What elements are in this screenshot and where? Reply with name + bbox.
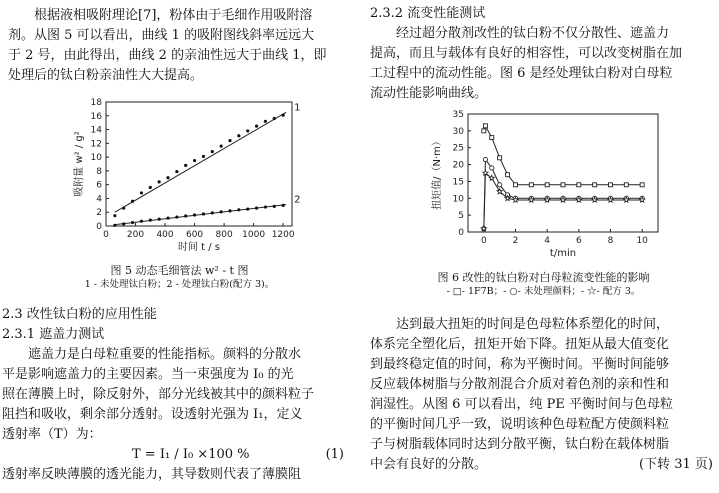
continued-note: (下转 31 页) — [639, 457, 713, 472]
data-point — [122, 222, 125, 225]
fig6-caption-block — [370, 270, 717, 298]
y-tick-label: 35 — [452, 110, 464, 120]
data-point — [202, 212, 205, 215]
y-tick-label: 12 — [90, 139, 102, 150]
y-tick-label: 10 — [90, 153, 102, 164]
y-tick-label: 25 — [452, 143, 464, 154]
text-line: 达到最大扭矩的时间是色母粒体系塑化的时间， — [396, 317, 670, 332]
figure-caption: 图 6 改性的钛白粉对白母粒流变性能的影响 — [437, 271, 650, 284]
square-marker — [609, 183, 613, 187]
subsection-heading: 2.3.2 流变性能测试 — [370, 6, 486, 21]
square-marker — [624, 183, 628, 187]
text-line: 体系完全塑化后，扭矩开始下降。扭矩从最大值变化 — [370, 337, 670, 352]
square-marker — [640, 183, 644, 187]
text-line: 润湿性。从图 6 可以看出，纯 PE 平衡时间与色母粒 — [370, 397, 674, 412]
text-line: 流动性能影响曲线。 — [370, 86, 488, 101]
fig5-caption-block — [8, 263, 351, 291]
square-marker — [483, 124, 487, 128]
square-marker — [490, 136, 494, 140]
last-line-row — [370, 455, 717, 475]
data-point — [211, 211, 214, 214]
text-line: 照在薄膜上时，除反射外，部分光线被其中的颜料粒子 — [2, 387, 315, 402]
data-point — [149, 219, 152, 222]
text-line: 平是影响遮盖力的主要因素。当一束强度为 I₀ 的光 — [2, 367, 294, 382]
x-tick-label: 200 — [126, 230, 145, 240]
plot-frame — [468, 114, 658, 232]
circle-marker — [498, 183, 502, 187]
data-point — [237, 208, 240, 211]
data-point — [175, 215, 178, 218]
y-tick-label: 14 — [90, 125, 102, 136]
series-label: 1 — [294, 102, 301, 114]
text-line: 工过程中的流动性能。图 6 是经处理钛白粉对白母粒 — [370, 66, 673, 81]
text-line: 透射率（T）为： — [2, 427, 102, 442]
data-point — [228, 139, 231, 142]
y-tick-label: 0 — [458, 228, 464, 238]
data-point — [131, 200, 134, 203]
data-point — [255, 206, 258, 209]
data-point — [131, 221, 134, 224]
y-tick-label: 16 — [90, 111, 102, 122]
y-tick-label: 30 — [452, 126, 464, 137]
x-tick-label: 0 — [103, 230, 109, 240]
fig5-intro — [8, 6, 351, 86]
x-tick-label: 0 — [480, 236, 487, 246]
data-point — [220, 210, 223, 213]
y-tick-label: 20 — [452, 160, 464, 171]
data-point — [158, 180, 161, 183]
data-point — [246, 129, 249, 132]
section-2-3-2 — [370, 4, 717, 104]
x-tick-label: 4 — [544, 236, 551, 246]
data-point — [228, 209, 231, 212]
equation-1 — [2, 445, 352, 465]
data-point — [273, 117, 276, 120]
text-line: 中会有良好的分散。 — [370, 457, 488, 472]
data-point — [166, 176, 169, 179]
x-tick-label: 2 — [512, 236, 519, 246]
text-line: 阻挡和吸收，剩余部分透射。设透射光强为 I₁，定义 — [2, 407, 303, 422]
y-tick-label: 0 — [96, 222, 102, 232]
text-line: 遮盖力是白母粒重要的性能指标。颜料的分散水 — [28, 347, 302, 362]
y-tick-label: 2 — [96, 208, 102, 219]
data-point — [211, 150, 214, 153]
text-line: 子与树脂载体同时达到分散平衡，钛白粉在载体树脂 — [370, 437, 670, 452]
data-point — [184, 214, 187, 217]
text-line: 于 2 号，由此得出，曲线 2 的亲油性远大于曲线 1，即 — [8, 48, 327, 63]
circle-marker — [483, 157, 487, 161]
data-point — [122, 206, 125, 209]
subsection-heading: 2.3.1 遮盖力测试 — [2, 327, 105, 342]
square-marker — [482, 129, 486, 133]
text-line: 提高，而且与载体有良好的相容性，可以改变树脂在加 — [370, 46, 683, 61]
data-point — [113, 214, 116, 217]
text-line: 反应载体树脂与分散剂混合介质对着色剂的亲和性和 — [370, 377, 670, 392]
text-line: 经过超分散剂改性的钛白粉不仅分散性、遮盖力 — [396, 26, 670, 41]
y-tick-label: 4 — [96, 194, 102, 205]
data-point — [193, 159, 196, 162]
fig5-chart — [70, 92, 310, 262]
square-marker — [529, 183, 533, 187]
text-line: 根据液相吸附理论[7]，粉体由于毛细作用吸附溶 — [34, 8, 313, 23]
square-marker — [545, 183, 549, 187]
y-tick-label: 18 — [90, 98, 102, 108]
y-axis-label: 扭矩值/（N·m） — [432, 136, 443, 210]
square-marker — [577, 183, 581, 187]
figure-legend-note: - □- 1F7B；- ○- 未处理颜料；- ☆- 配方 3。 — [446, 286, 641, 297]
text-line: 到最终稳定值的时间，称为平衡时间。平衡时间能够 — [370, 357, 670, 372]
data-point — [140, 220, 143, 223]
data-point — [273, 205, 276, 208]
data-point — [282, 113, 285, 116]
y-tick-label: 10 — [452, 194, 464, 205]
data-point — [166, 216, 169, 219]
square-marker — [498, 156, 502, 160]
data-point — [237, 134, 240, 137]
y-tick-label: 6 — [96, 180, 102, 191]
section-2-3 — [2, 305, 352, 485]
data-point — [264, 205, 267, 208]
fit-line-1 — [115, 112, 286, 212]
x-tick-label: 6 — [575, 236, 582, 246]
square-marker — [593, 183, 597, 187]
text-line: 透射率反映薄膜的透光能力，其导数则代表了薄膜阻 — [2, 467, 302, 482]
y-axis-label: 吸附量 w² / g² — [74, 131, 85, 197]
data-point — [220, 144, 223, 147]
data-point — [255, 125, 258, 128]
data-point — [246, 208, 249, 211]
data-point — [113, 224, 116, 227]
x-tick-label: 1200 — [271, 230, 295, 240]
body-text — [370, 315, 717, 475]
data-point — [202, 155, 205, 158]
x-tick-label: 600 — [185, 230, 204, 240]
data-point — [140, 191, 143, 194]
square-marker — [514, 183, 518, 187]
data-point — [282, 204, 285, 207]
series-label: 2 — [294, 194, 301, 206]
square-marker — [561, 183, 565, 187]
data-point — [149, 186, 152, 189]
square-marker — [506, 173, 510, 177]
figure-caption: 图 5 动态毛细管法 w² - t 图 — [110, 264, 249, 277]
data-point — [264, 120, 267, 123]
data-point — [158, 218, 161, 221]
x-tick-label: 10 — [636, 236, 648, 246]
x-tick-label: 400 — [156, 230, 174, 240]
x-axis-label: t/min — [549, 248, 577, 259]
x-tick-label: 1000 — [242, 230, 266, 240]
equation-body: T = I₁ / I₀ ×100 % — [132, 447, 250, 462]
data-point — [193, 213, 196, 216]
section-heading: 2.3 改性钛白粉的应用性能 — [2, 307, 157, 322]
circle-marker — [490, 166, 494, 170]
text-line: 剂。从图 5 可以看出，曲线 1 的吸附图线斜率远远大 — [8, 28, 315, 43]
equation-number: (1) — [325, 447, 344, 462]
y-tick-label: 5 — [458, 211, 464, 222]
data-point — [175, 170, 178, 173]
y-tick-label: 15 — [452, 177, 464, 188]
data-point — [184, 164, 187, 167]
text-line: 的平衡时间几乎一致，说明该种色母粒配方使颜料粒 — [370, 417, 670, 432]
x-tick-label: 800 — [215, 230, 233, 240]
x-tick-label: 8 — [607, 236, 614, 246]
fig6-chart — [428, 106, 678, 271]
y-tick-label: 8 — [96, 166, 102, 177]
text-line: 处理后的钛白粉亲油性大大提高。 — [8, 68, 204, 83]
x-axis-label: 时间 t / s — [177, 242, 221, 253]
figure-legend-note: 1 - 未处理钛白粉；2 - 处理钛白粉(配方 3)。 — [84, 279, 275, 290]
